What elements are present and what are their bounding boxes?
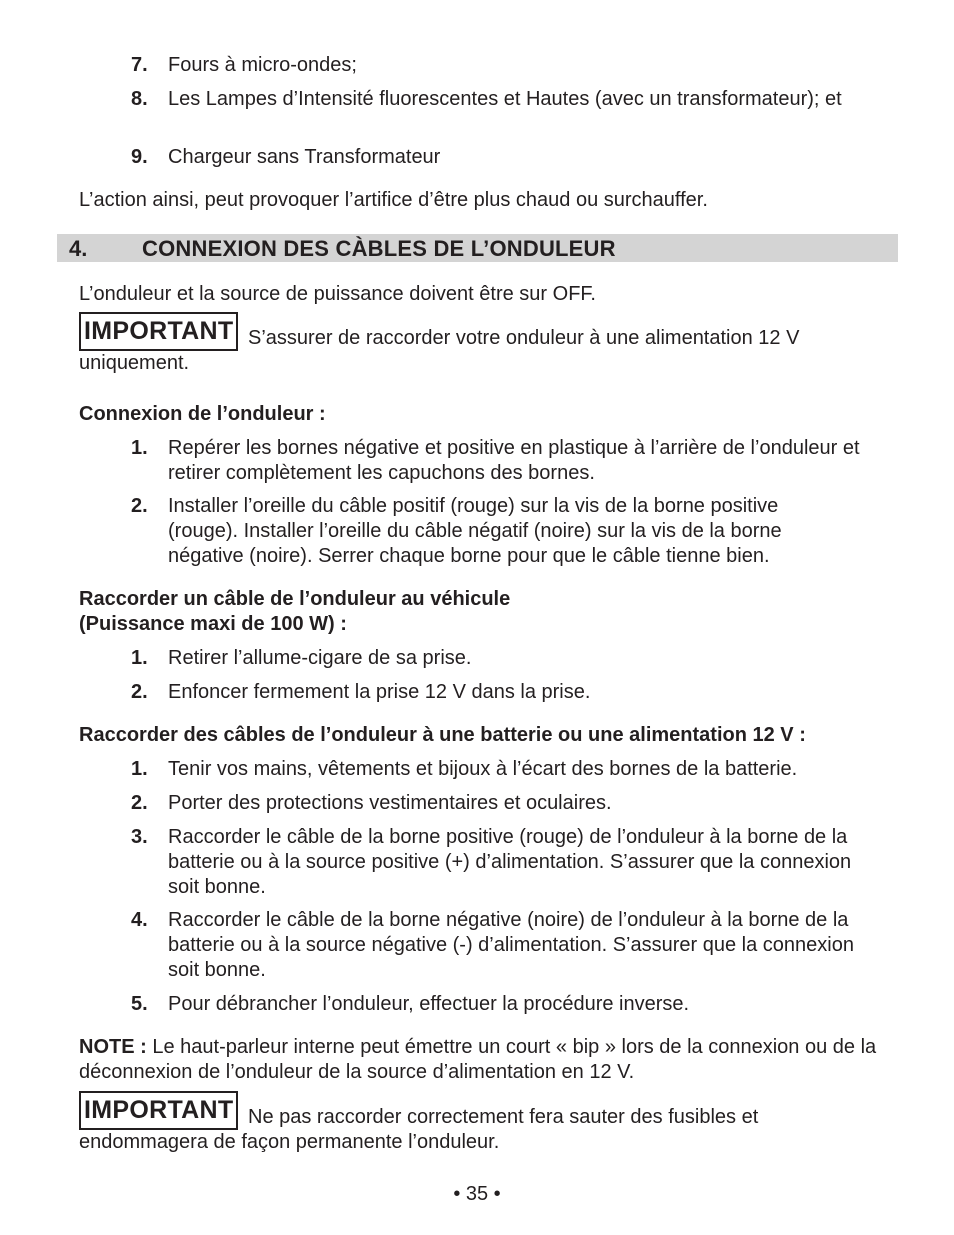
list-text: Installer l’oreille du câble positif (rouge) sur la vis de la borne positive (rouge). Installer l’oreille du câble négatif (noire) sur la vis de la borne négative (noire). Serrer chaque borne pour que le câble tienne bien. [168, 495, 782, 567]
warning-paragraph: L’action ainsi, peut provoquer l’artifice d’être plus chaud ou surchauffer. [79, 189, 708, 211]
list-text: Chargeur sans Transformateur [168, 146, 441, 168]
important-paragraph [79, 1091, 839, 1155]
list-text: Retirer l’allume-cigare de sa prise. [168, 647, 472, 669]
important-paragraph [79, 312, 879, 376]
list-text: Les Lampes d’Intensité fluorescentes et Hautes (avec un transformateur); et [168, 88, 842, 110]
list-number: 7. [131, 54, 148, 76]
subheading-line: (Puissance maxi de 100 W) : [79, 613, 347, 635]
list-number: 5. [131, 993, 148, 1015]
list-number: 2. [131, 792, 148, 814]
list-number: 1. [131, 647, 148, 669]
list-number: 2. [131, 495, 148, 517]
important-text: S’assurer de raccorder votre onduleur à une alimentation 12 V uniquement. [79, 327, 800, 374]
list-number: 8. [131, 88, 148, 110]
section-title: CONNEXION DES CÀBLES DE L’ONDULEUR [142, 236, 616, 261]
important-badge: IMPORTANT [79, 312, 238, 351]
subheading: Connexion de l’onduleur : [79, 403, 326, 425]
subheading: Raccorder des câbles de l’onduleur à une batterie ou une alimentation 12 V : [79, 724, 806, 746]
off-note: L’onduleur et la source de puissance doivent être sur OFF. [79, 283, 596, 305]
list-number: 2. [131, 681, 148, 703]
list-number: 1. [131, 758, 148, 780]
list-text: Pour débrancher l’onduleur, effectuer la procédure inverse. [168, 993, 690, 1015]
page-number: • 35 • [453, 1183, 501, 1205]
list-text: Porter des protections vestimentaires et oculaires. [168, 792, 612, 814]
list-text: Tenir vos mains, vêtements et bijoux à l’écart des bornes de la batterie. [168, 758, 798, 780]
section-header [57, 234, 898, 262]
list-text: Repérer les bornes négative et positive en plastique à l’arrière de l’onduleur et retirer complètement les capuchons des bornes. [168, 437, 860, 484]
list-number: 4. [131, 909, 148, 931]
note-label: NOTE : [79, 1036, 147, 1058]
important-text: Ne pas raccorder correctement fera sauter des fusibles et endommagera de façon permanente l’onduleur. [79, 1106, 759, 1153]
list-number: 1. [131, 437, 148, 459]
important-badge: IMPORTANT [79, 1091, 238, 1130]
list-text: Raccorder le câble de la borne négative (noire) de l’onduleur à la borne de la batterie ou à la source négative (-) d’alimentation. S’assurer que la connexion soit bonne. [168, 909, 854, 981]
list-number: 3. [131, 826, 148, 848]
list-number: 9. [131, 146, 148, 168]
subheading-line: Raccorder un câble de l’onduleur au véhicule [79, 588, 511, 610]
section-number: 4. [69, 236, 88, 261]
list-text: Raccorder le câble de la borne positive (rouge) de l’onduleur à la borne de la batterie ou à la source positive (+) d’alimentation. S’assurer que la connexion soit bonne. [168, 826, 852, 898]
note-paragraph [79, 1035, 899, 1085]
subheading [79, 587, 899, 637]
note-text: Le haut-parleur interne peut émettre un court « bip » lors de la connexion ou de la déconnexion de l’onduleur de la source d’alimentation en 12 V. [79, 1036, 877, 1083]
list-text: Enfoncer fermement la prise 12 V dans la prise. [168, 681, 591, 703]
list-text: Fours à micro-ondes; [168, 54, 357, 76]
